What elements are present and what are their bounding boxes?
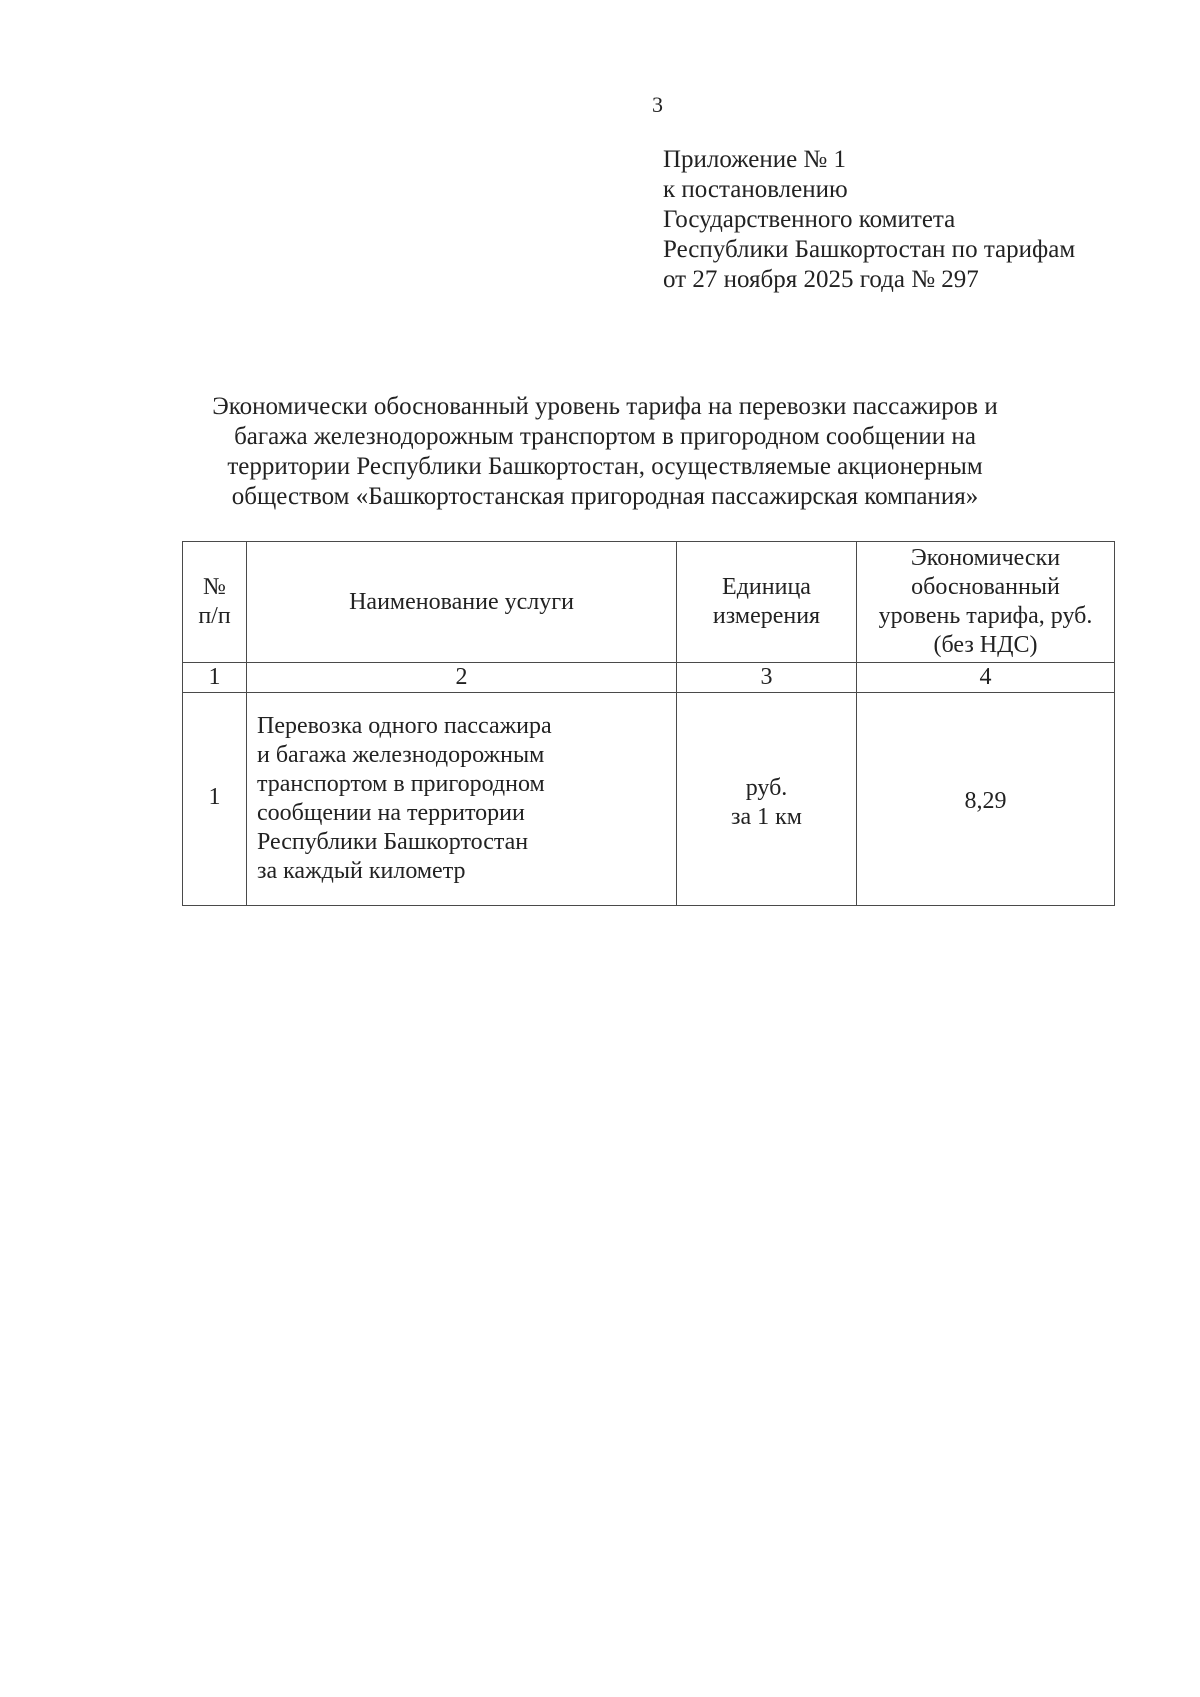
table-header-row	[183, 542, 1115, 663]
unit-line: за 1 км	[731, 804, 802, 830]
header-unit-line: Единица	[722, 574, 811, 600]
title-line: Экономически обоснованный уровень тарифа на перевозки пассажиров и	[212, 393, 998, 420]
tariff-cell	[857, 693, 1115, 906]
table-row	[183, 693, 1115, 906]
service-name-line: Перевозка одного пассажира	[257, 713, 552, 739]
column-number: 1	[183, 663, 247, 693]
appendix-block	[663, 145, 1133, 295]
title-line: обществом «Башкортостанская пригородная пассажирская компания»	[231, 483, 979, 510]
appendix-line: Государственного комитета	[663, 206, 956, 233]
header-tariff-line: Экономически	[910, 545, 1061, 571]
service-name-cell	[247, 693, 677, 906]
tariff-value: 8,29	[964, 787, 1007, 814]
appendix-line: от 27 ноября 2025 года № 297	[663, 266, 979, 293]
header-tariff-line: уровень тарифа, руб.	[878, 603, 1093, 629]
title-line: территории Республики Башкортостан, осуществляемые акционерным	[227, 453, 983, 480]
row-number: 1	[208, 783, 221, 810]
title-line: багажа железнодорожным транспортом в пригородном сообщении на	[234, 423, 976, 450]
header-unit-line: измерения	[712, 603, 821, 629]
header-tariff-line: (без НДС)	[933, 632, 1038, 658]
header-tariff-line: обоснованный	[911, 574, 1060, 600]
header-tariff	[857, 542, 1115, 663]
service-name-line: Республики Башкортостан	[257, 829, 529, 855]
tariff-table	[182, 541, 1115, 906]
header-service-name	[247, 542, 677, 663]
header-unit	[677, 542, 857, 663]
column-number: 4	[857, 663, 1115, 693]
row-number-cell	[183, 693, 247, 906]
appendix-line: Республики Башкортостан по тарифам	[663, 236, 1076, 263]
header-number	[183, 542, 247, 663]
header-number-line: п/п	[198, 603, 231, 629]
document-title	[180, 392, 1030, 512]
column-number-row	[183, 663, 1115, 693]
header-service-line: Наименование услуги	[349, 588, 574, 615]
unit-cell	[677, 693, 857, 906]
appendix-line: к постановлению	[663, 176, 848, 203]
column-number: 2	[247, 663, 677, 693]
page-number: 3	[652, 92, 663, 117]
service-name-line: сообщении на территории	[257, 800, 525, 826]
service-name-line: транспортом в пригородном	[257, 771, 545, 797]
column-number: 3	[677, 663, 857, 693]
service-name-line: за каждый километр	[257, 858, 466, 884]
service-name-line: и багажа железнодорожным	[257, 742, 545, 768]
unit-line: руб.	[745, 775, 788, 801]
header-number-line: №	[203, 574, 226, 600]
appendix-line: Приложение № 1	[663, 146, 847, 173]
